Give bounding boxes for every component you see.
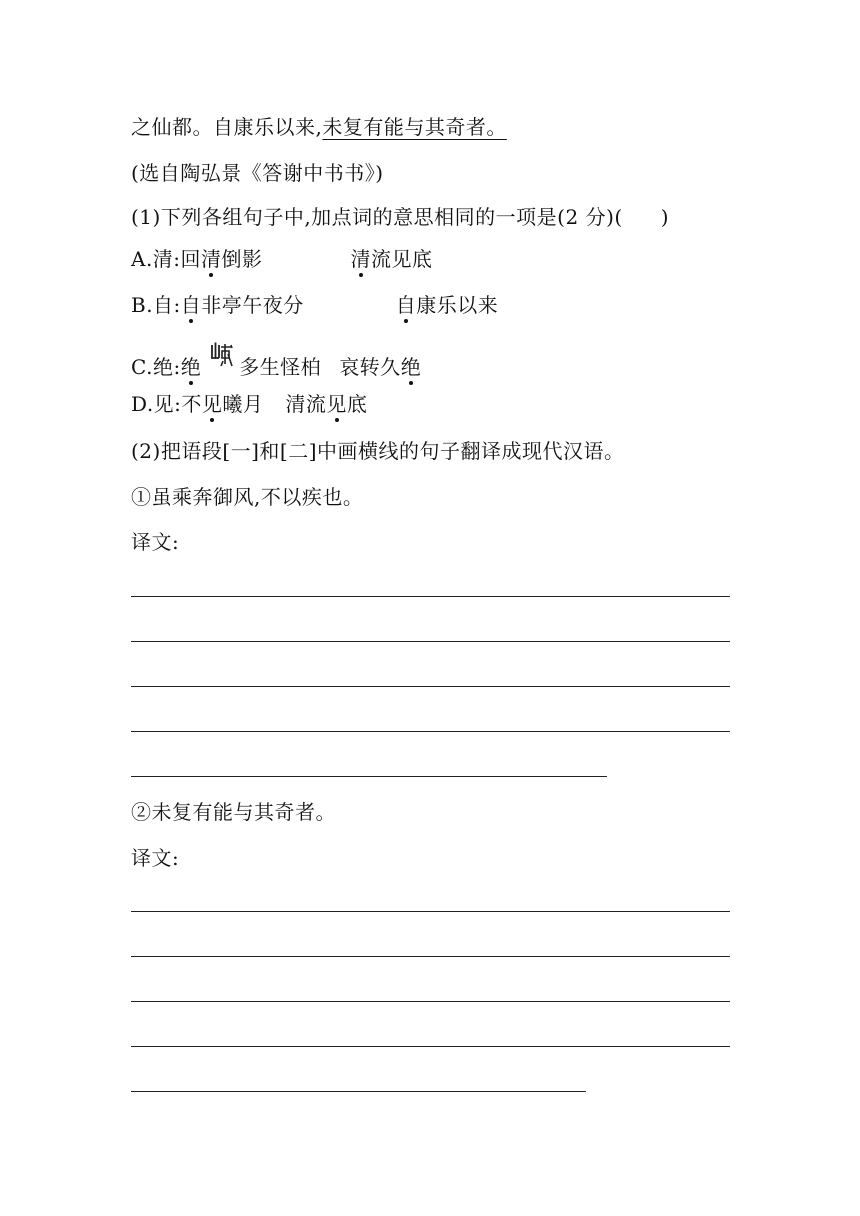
answer-line[interactable] xyxy=(131,911,730,912)
underlined-sentence: 未复有能与其奇者。 xyxy=(322,115,507,139)
answer-line[interactable] xyxy=(131,1001,730,1002)
dotted-word: 绝 xyxy=(401,352,422,382)
answer-line[interactable] xyxy=(131,731,730,732)
dotted-word: 自 xyxy=(396,290,417,320)
dotted-word: 清 xyxy=(351,244,372,274)
dotted-word: 见 xyxy=(326,389,347,419)
passage-text: 之仙都。自康乐以来, xyxy=(131,115,323,139)
question-1-text: (1)下列各组句子中,加点词的意思相同的一项是(2 分)( xyxy=(131,205,623,229)
answer-line[interactable] xyxy=(131,1091,586,1092)
answer-line[interactable] xyxy=(131,776,607,777)
option-label: C.绝: xyxy=(131,355,181,379)
passage-line xyxy=(131,112,507,142)
answer-line[interactable] xyxy=(131,1046,730,1047)
option-b[interactable]: B.自:自非亭午夜分 自康乐以来 xyxy=(131,290,498,320)
answer-label-1: 译文: xyxy=(131,530,180,554)
source-citation: (选自陶弘景《答谢中书书》) xyxy=(131,161,384,185)
option-label: A.清: xyxy=(131,247,181,271)
answer-line[interactable] xyxy=(131,686,730,687)
question-2-item-1: ①虽乘奔御风,不以疾也。 xyxy=(131,485,364,509)
dotted-word: 清 xyxy=(201,244,222,274)
option-label: D.见: xyxy=(131,392,182,416)
answer-line[interactable] xyxy=(131,956,730,957)
question-2-item-2: ②未复有能与其奇者。 xyxy=(131,800,336,824)
dotted-word: 绝 xyxy=(181,352,202,382)
option-a[interactable]: A.清:回清倒影 清流见底 xyxy=(131,244,433,274)
dotted-word: 自 xyxy=(181,290,202,320)
answer-line[interactable] xyxy=(131,641,730,642)
question-1-close: ) xyxy=(660,205,669,229)
answer-line[interactable] xyxy=(131,596,730,597)
rare-character-glyph xyxy=(209,342,233,368)
question-1-stem xyxy=(131,202,669,232)
option-label: B.自: xyxy=(131,293,181,317)
option-c[interactable]: C.绝:绝 多生怪柏 哀转久绝 xyxy=(131,342,421,372)
option-d[interactable]: D.见:不见曦月 清流见底 xyxy=(131,389,367,419)
dotted-word: 见 xyxy=(202,389,223,419)
question-2-stem: (2)把语段[一]和[二]中画横线的句子翻译成现代汉语。 xyxy=(131,439,625,463)
answer-label-2: 译文: xyxy=(131,846,180,870)
